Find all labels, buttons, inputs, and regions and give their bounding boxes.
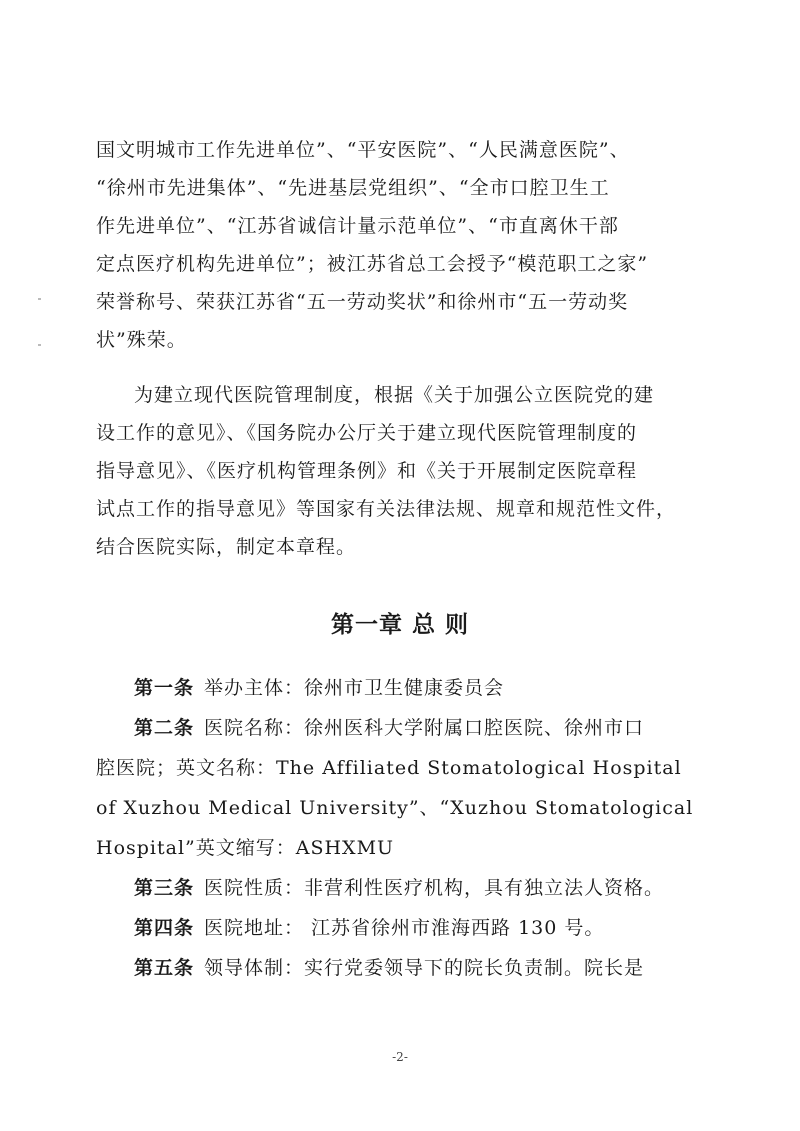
- page-number: -2-: [392, 1050, 408, 1064]
- article-text: 医院名称：徐州医科大学附属口腔医院、徐州市口: [204, 717, 645, 739]
- article-text: 医院地址： 江苏省徐州市淮海西路 130 号。: [204, 917, 605, 939]
- text-line: 设工作的意见》、《国务院办公厅关于建立现代医院管理制度的: [96, 422, 638, 444]
- articles-list: [96, 668, 700, 988]
- article-2-continuation: Hospital”英文缩写：ASHXMU: [96, 837, 395, 859]
- article-2: [96, 708, 700, 748]
- article-text: 医院性质：非营利性医疗机构，具有独立法人资格。: [204, 877, 665, 899]
- text-line: 状”殊荣。: [96, 329, 187, 351]
- article-2-continuation: of Xuzhou Medical University”、“Xuzhou Stomatological: [96, 797, 694, 819]
- article-label: 第二条: [134, 717, 195, 739]
- intro-paragraph-1: [96, 131, 700, 359]
- text-line: 荣誉称号、荣获江苏省“五一劳动奖状”和徐州市“五一劳动奖: [96, 291, 629, 313]
- article-label: 第五条: [134, 957, 195, 979]
- text-line: “徐州市先进集体”、“先进基层党组织”、“全市口腔卫生工: [96, 177, 610, 199]
- article-3: [96, 868, 700, 908]
- article-label: 第三条: [134, 877, 195, 899]
- text-line: 国文明城市工作先进单位”、“平安医院”、“人民满意医院”、: [96, 139, 630, 161]
- text-line: 作先进单位”、“江苏省诚信计量示范单位”、“市直离休干部: [96, 215, 619, 237]
- article-1: [96, 668, 700, 708]
- scan-speck: [38, 298, 41, 300]
- article-4: [96, 908, 700, 948]
- text-line: 试点工作的指导意见》等国家有关法律法规、规章和规范性文件，: [96, 498, 677, 520]
- article-label: 第一条: [134, 677, 195, 699]
- article-label: 第四条: [134, 917, 195, 939]
- text-line: 为建立现代医院管理制度，根据《关于加强公立医院党的建: [134, 384, 655, 406]
- text-line: 结合医院实际，制定本章程。: [96, 536, 357, 558]
- article-text: 举办主体：徐州市卫生健康委员会: [204, 677, 505, 699]
- text-line: 定点医疗机构先进单位”；被江苏省总工会授予“模范职工之家”: [96, 253, 649, 275]
- intro-paragraph-2: [96, 376, 700, 566]
- text-line: 指导意见》、《医疗机构管理条例》和《关于开展制定医院章程: [96, 460, 638, 482]
- article-text: 领导体制：实行党委领导下的院长负责制。院长是: [204, 957, 645, 979]
- article-5: [96, 948, 700, 988]
- chapter-title: 第一章 总 则: [330, 611, 469, 638]
- article-2-continuation: 腔医院；英文名称：The Affiliated Stomatological Hospital: [96, 757, 682, 779]
- scan-speck: [38, 344, 41, 346]
